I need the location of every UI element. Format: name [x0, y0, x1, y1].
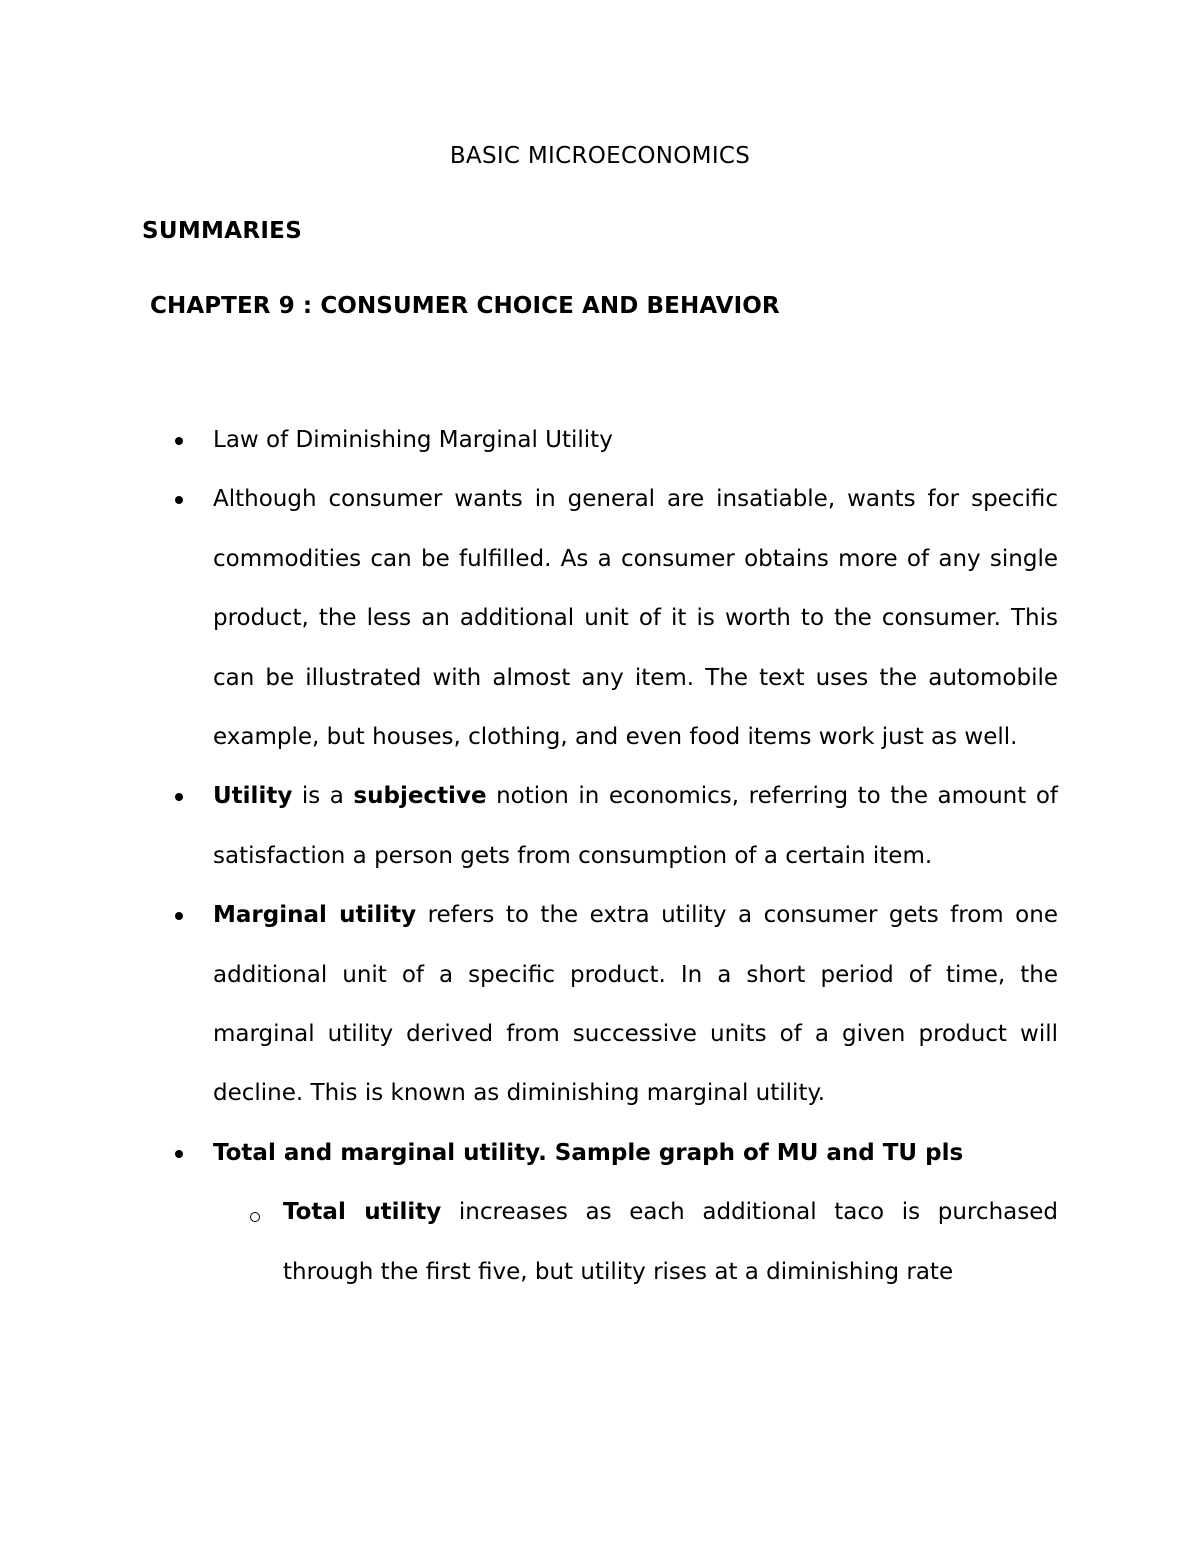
list-item — [170, 886, 1058, 1124]
bullet-text: Total and marginal utility. Sample graph of MU and TU pls — [213, 1139, 964, 1166]
bullet-text: increases as each additional taco is purchased through the first five, but utility rises at a diminishing rate — [283, 1199, 1058, 1285]
bullet-text: notion in economics, referring to the amount of satisfaction a person gets from consumption of a certain item. — [213, 783, 1058, 869]
list-item — [170, 470, 1058, 767]
bullet-text: Law of Diminishing Marginal Utility — [213, 427, 613, 453]
bullet-text: is a — [292, 783, 354, 810]
term-subjective: subjective — [353, 783, 487, 810]
list-item — [170, 767, 1058, 886]
list-item — [170, 1124, 1058, 1183]
term-marginal-utility: Marginal utility — [213, 902, 417, 929]
bullet-text: refers to the extra utility a consumer gets from one additional unit of a specific product. In a short period of time, the marginal utility derived from successive units of a given product will decline. This is known as diminishing marginal utility. — [213, 902, 1058, 1107]
term-utility: Utility — [213, 783, 293, 810]
term-total-utility: Total utility — [283, 1199, 442, 1226]
list-item — [170, 411, 1058, 470]
chapter-heading: CHAPTER 9 : CONSUMER CHOICE AND BEHAVIOR — [150, 293, 780, 319]
bullet-text: Although consumer wants in general are insatiable, wants for specific commodities can be fulfilled. As a consumer obtains more of any single product, the less an additional unit of it is worth to the consumer. This can be illustrated with almost any item. The text uses the automobile example, but houses, clothing, and even food items work just as well. — [213, 486, 1058, 751]
document-title: BASIC MICROECONOMICS — [449, 143, 751, 169]
section-heading: SUMMARIES — [142, 218, 303, 244]
sub-list-item — [170, 1183, 1058, 1302]
bullet-list — [170, 411, 1058, 1302]
